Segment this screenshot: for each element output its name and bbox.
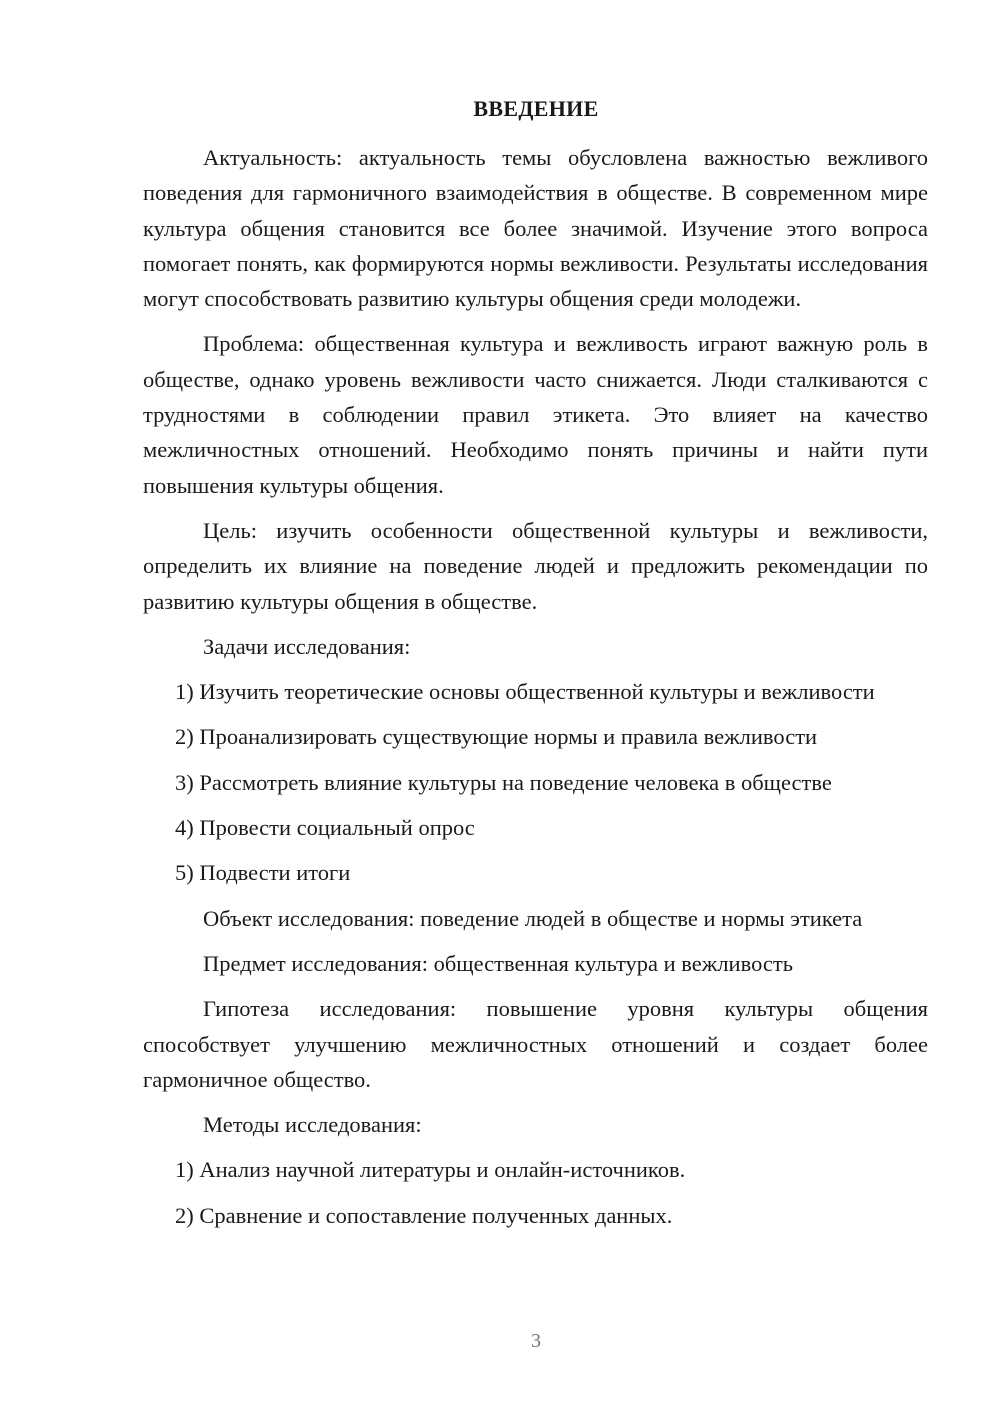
- page-title: ВВЕДЕНИЕ: [473, 96, 599, 121]
- paragraph-object: Объект исследования: поведение людей в обществе и нормы этикета: [203, 905, 863, 931]
- document-body: [143, 140, 928, 1243]
- task-item-3: 3) Рассмотреть влияние культуры на поведение человека в обществе: [175, 769, 832, 795]
- task-item-2: 2) Проанализировать существующие нормы и правила вежливости: [175, 724, 818, 750]
- method-item-2: 2) Сравнение и сопоставление полученных данных.: [175, 1202, 673, 1228]
- paragraph-hypothesis: Гипотеза исследования: повышение уровня культуры общения способствует улучшению межличностных отношений и создает более гармоничное общество.: [143, 996, 928, 1092]
- tasks-heading: Задачи исследования:: [203, 633, 411, 659]
- task-item-1: 1) Изучить теоретические основы общественной культуры и вежливости: [175, 679, 875, 705]
- method-item-1: 1) Анализ научной литературы и онлайн-источников.: [175, 1157, 686, 1183]
- paragraph-problem: Проблема: общественная культура и вежливость играют важную роль в обществе, однако уровень вежливости часто снижается. Люди сталкиваются с трудностями в соблюдении правил этикета. Это влияет на качество межличностных отношений. Необходимо понять причины и найти пути повышения культуры общения.: [143, 331, 928, 498]
- methods-heading: Методы исследования:: [203, 1112, 422, 1138]
- paragraph-goal: Цель: изучить особенности общественной культуры и вежливости, определить их влияние на поведение людей и предложить рекомендации по развитию культуры общения в обществе.: [143, 517, 928, 614]
- task-item-5: 5) Подвести итоги: [175, 860, 351, 886]
- task-item-4: 4) Провести социальный опрос: [175, 815, 475, 841]
- paragraph-relevance: Актуальность: актуальность темы обусловлена важностью вежливого поведения для гармоничного взаимодействия в обществе. В современном мире культура общения становится все более значимой. Изучение этого вопроса помогает понять, как формируются нормы вежливости. Результаты исследования могут способствовать развитию культуры общения среди молодежи.: [143, 145, 928, 312]
- page-number: 3: [531, 1330, 541, 1352]
- paragraph-subject: Предмет исследования: общественная культура и вежливость: [203, 950, 793, 976]
